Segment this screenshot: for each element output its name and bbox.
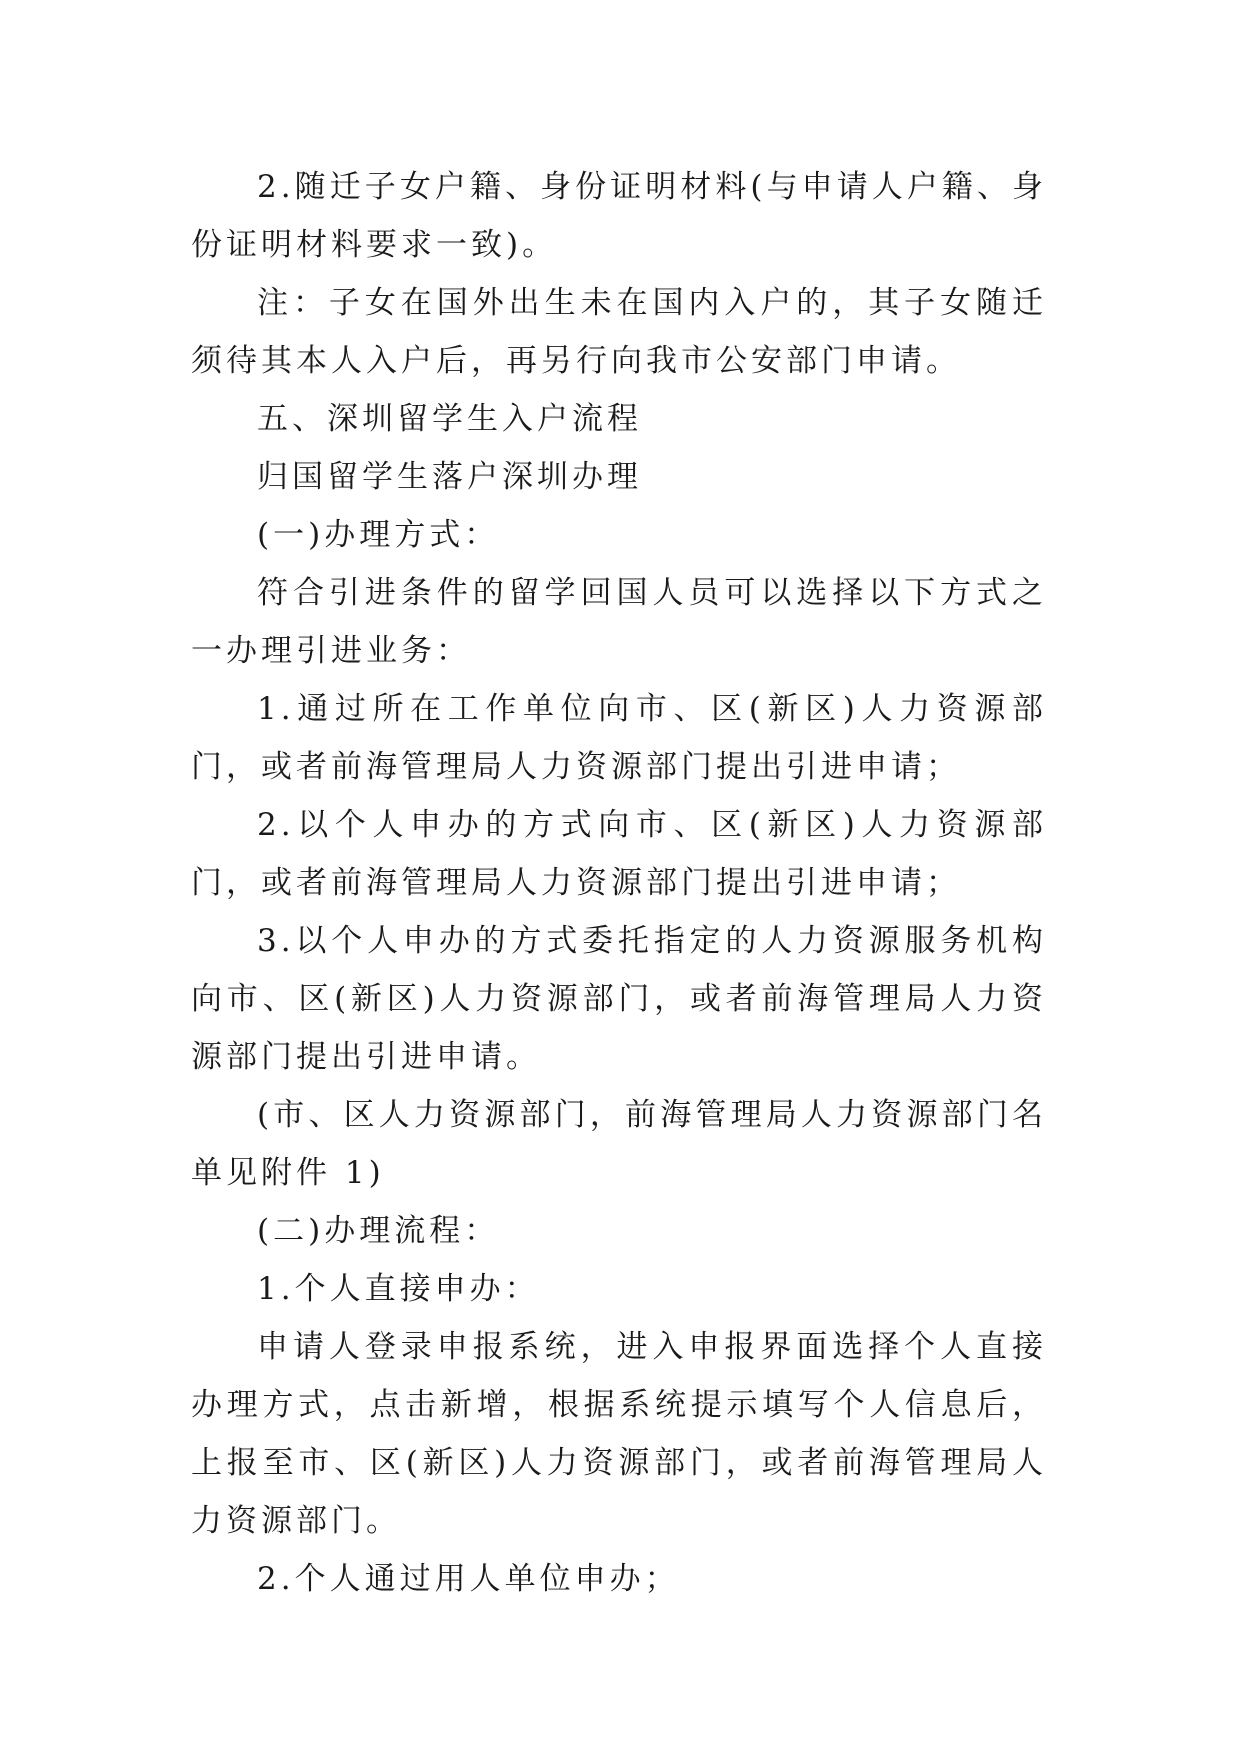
subsection-heading-process: (二)办理流程： (257, 1213, 500, 1249)
subsection-heading-method: (一)办理方式： (257, 517, 500, 553)
list-item: 1.个人直接申办： (257, 1271, 540, 1307)
paragraph-attachment-note: (市、区人力资源部门，前海管理局人力资源部门名单见附件 1) (191, 1097, 1047, 1191)
section-heading: 五、深圳留学生入户流程 (257, 401, 642, 437)
list-item: 2.以个人申办的方式向市、区(新区)人力资源部门，或者前海管理局人力资源部门提出引进申请； (191, 807, 1047, 901)
paragraph-child-materials: 2.随迁子女户籍、身份证明材料(与申请人户籍、身份证明材料要求一致)。 (191, 169, 1047, 263)
paragraph-eligibility: 符合引进条件的留学回国人员可以选择以下方式之一办理引进业务： (191, 575, 1047, 669)
subheading: 归国留学生落户深圳办理 (257, 459, 642, 495)
list-item: 3.以个人申办的方式委托指定的人力资源服务机构向市、区(新区)人力资源部门，或者前海管理局人力资源部门提出引进申请。 (191, 923, 1047, 1075)
list-item: 1.通过所在工作单位向市、区(新区)人力资源部门，或者前海管理局人力资源部门提出引进申请； (191, 691, 1047, 785)
paragraph-procedure: 申请人登录申报系统，进入申报界面选择个人直接办理方式，点击新增，根据系统提示填写个人信息后，上报至市、区(新区)人力资源部门，或者前海管理局人力资源部门。 (191, 1329, 1047, 1539)
document-body (191, 158, 1047, 1608)
list-item: 2.个人通过用人单位申办； (257, 1561, 680, 1597)
paragraph-note: 注：子女在国外出生未在国内入户的，其子女随迁须待其本人入户后，再另行向我市公安部门申请。 (191, 285, 1047, 379)
